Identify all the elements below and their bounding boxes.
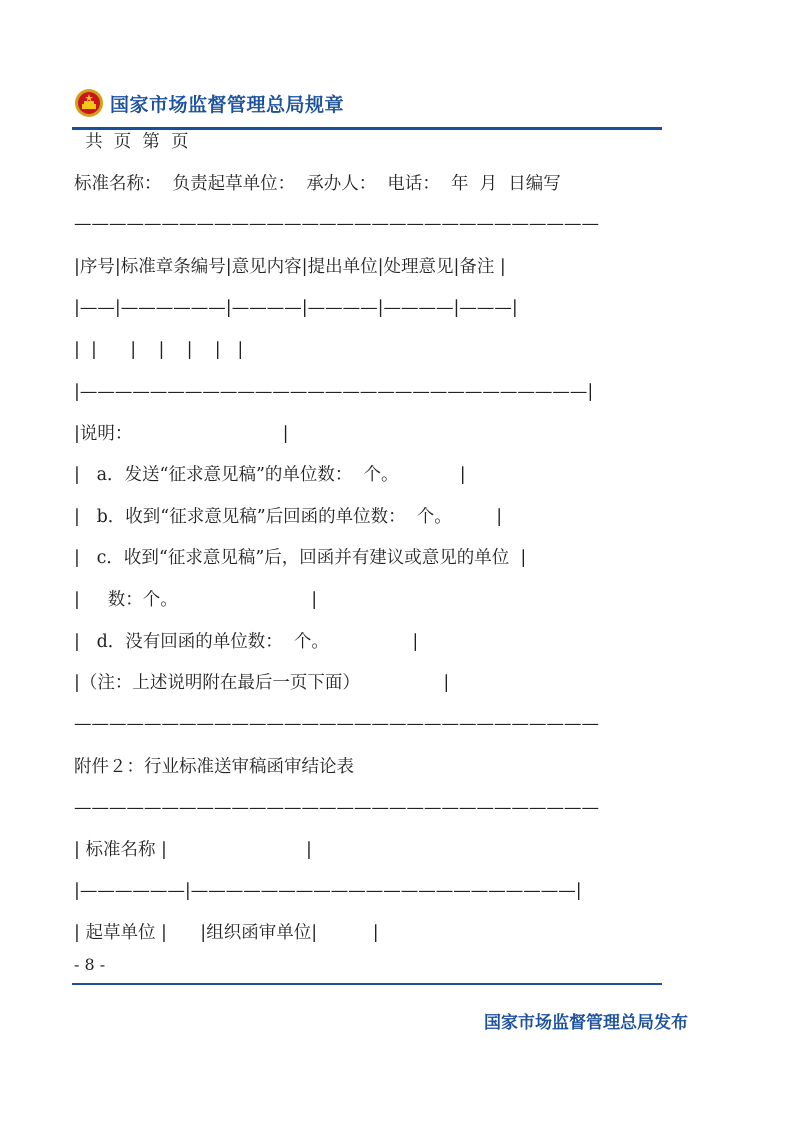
table-row-drafting-unit: | 起草单位 | |组织函审单位| | (74, 923, 379, 943)
header-title: 国家市场监督管理总局规章 (110, 93, 345, 116)
table-rule-row: |—————————————————————————————| (74, 382, 594, 402)
table-empty-row: | | | | | | | (74, 340, 244, 360)
footer-rule (72, 983, 662, 985)
standard-info-line: 标准名称： 负责起草单位： 承办人： 电话： 年 月 日编写 (74, 174, 561, 194)
table-rule-row: |——————|——————————————————————| (74, 881, 582, 901)
note-remark: |（注：上述说明附在最后一页下面） | (74, 673, 450, 693)
table-rule-row: |——|——————|————|————|————|———| (74, 298, 518, 318)
national-emblem-icon (74, 88, 104, 118)
appendix-title: 附件２：行业标准送审稿函审结论表 (74, 757, 354, 777)
table-row-standard-name: | 标准名称 | | (74, 840, 312, 860)
note-item-b: | b．收到“征求意见稿”后回函的单位数： 个。 | (74, 507, 503, 527)
header-rule (72, 127, 662, 130)
note-item-c-cont: | 数：个。 | (74, 590, 318, 610)
note-item-c: | c．收到“征求意见稿”后，回函并有建议或意见的单位 | (74, 548, 527, 568)
page-count-line: 共 页 第 页 (74, 132, 189, 152)
page-number: - 8 - (74, 955, 106, 974)
separator-line: —————————————————————————————— (74, 214, 599, 234)
note-item-a: | a．发送“征求意见稿”的单位数： 个。 | (74, 465, 466, 485)
footer-publisher: 国家市场监督管理总局发布 (484, 1013, 688, 1033)
table-header-row: |序号|标准章条编号|意见内容|提出单位|处理意见|备注 | (74, 257, 506, 277)
note-item-d: | d．没有回函的单位数： 个。 | (74, 632, 419, 652)
notes-title: |说明： | (74, 424, 289, 444)
separator-line: —————————————————————————————— (74, 714, 599, 734)
separator-line: —————————————————————————————— (74, 798, 599, 818)
document-header (74, 86, 344, 120)
